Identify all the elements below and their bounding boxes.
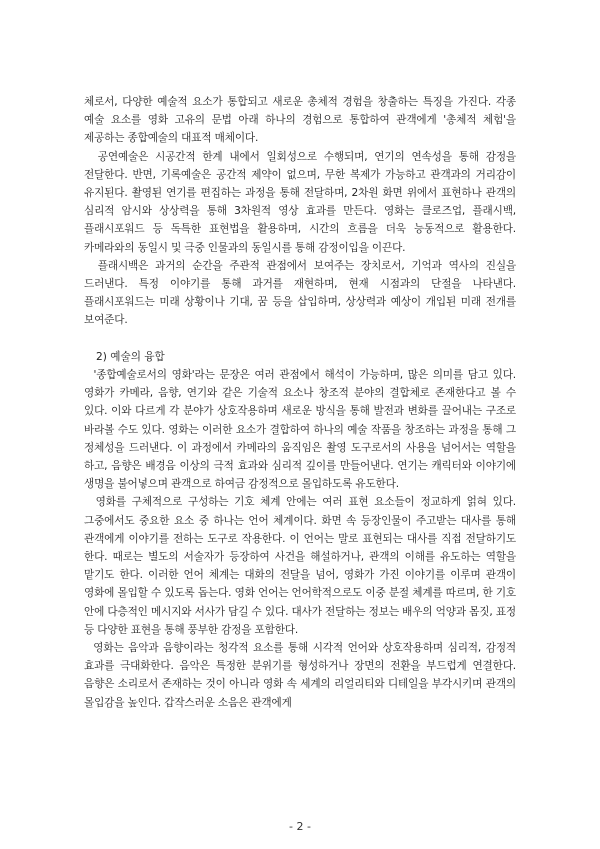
paragraph-synthesis: '종합예술로서의 영화'라는 문장은 여러 관점에서 해석이 가능하며, 많은 의미를 담고 있다. 영화가 카메라, 음향, 연기와 같은 기술적 요소나 창조적 분야의 결합체로 존재한다고 볼 수 있다. 이와 다르게 각 분야가 상호작용하며 새로운 방식을 통해 발전과 변화를 끌어내는 구조로 바라볼 수도 있다. 영화는 이러한 요소가 결합하여 하나의 예술 작품을 창조하는 과정을 통해 그 정체성을 드러낸다. 이 과정에서 카메라의 움직임은 촬영 도구로서의 사용을 넘어서는 역할을 하고, 음향은 배경음 이상의 극적 효과와 심리적 깊이를 만들어낸다. 연기는 캐릭터와 이야기에 생명을 불어넣으며 관객으로 하여금 감정적으로 몰입하도록 유도한다. (84, 369, 516, 491)
section-gap (84, 330, 516, 348)
section-heading: 2) 예술의 융합 (96, 350, 165, 363)
paragraph-flashback: 플래시백은 과거의 순간을 주관적 관점에서 보여주는 장치로서, 기억과 역사의 진실을 드러낸다. 특정 이야기를 통해 과거를 재현하며, 현재 시점과의 단절을 나타낸다. 플래시포워드는 미래 상황이나 기대, 꿈 등을 삽입하며, 상상력과 예상이 개입된 미래 전개를 보여준다. (84, 259, 516, 327)
paragraph-language-system: 영화를 구체적으로 구성하는 기호 체계 안에는 여러 표현 요소들이 정교하게 얽혀 있다. 그중에서도 중요한 요소 중 하나는 언어 체계이다. 화면 속 등장인물이 주고받는 대사를 통해 관객에게 이야기를 전하는 도구로 작용한다. 이 언어는 말로 표현되는 대사를 직접 전달하기도 한다. 때로는 별도의 서술자가 등장하여 사건을 해설하거나, 관객의 이해를 유도하는 역할을 맡기도 한다. 이러한 언어 체계는 대화의 전달을 넘어, 영화가 가진 이야기를 이루며 관객이 영화에 몰입할 수 있도록 돕는다. 영화 언어는 언어학적으로도 이중 분절 체계를 따르며, 한 기호 안에 다층적인 메시지와 서사가 담길 수 있다. 대사가 전달하는 정보는 배우의 억양과 몸짓, 표정 등 다양한 표현을 통해 풍부한 감정을 포함한다. (84, 496, 516, 636)
paragraph-sound: 영화는 음악과 음향이라는 청각적 요소를 통해 시각적 언어와 상호작용하며 심리적, 감정적 효과를 극대화한다. 음악은 특정한 분위기를 형성하거나 장면의 전환을 부드럽게 연결한다. 음향은 소리로서 존재하는 것이 아니라 영화 속 세계의 리얼리티와 디테일을 부각시키며 관객의 몰입감을 높인다. 갑작스러운 소음은 관객에게 (84, 642, 516, 709)
paragraph-performance-vs-recorded: 공연예술은 시공간적 한계 내에서 일회성으로 수행되며, 연기의 연속성을 통해 감정을 전달한다. 반면, 기록예술은 공간적 제약이 없으며, 무한 복제가 가능하고 관객과의 거리감이 유지된다. 촬영된 연기를 편집하는 과정을 통해 전달하며, 2차원 화면 위에서 표현하나 관객의 심리적 암시와 상상력을 통해 3차원적 영상 효과를 만든다. 영화는 클로즈업, 플래시백, 플래시포워드 등 독특한 표현법을 활용하며, 시간의 흐름을 더욱 능동적으로 활용한다. 카메라와의 동일시 및 극중 인물과의 동일시를 통해 감정이입을 이끈다. (84, 150, 516, 254)
paragraph-intro: 체로서, 다양한 예술적 요소가 통합되고 새로운 총체적 경험을 창출하는 특징을 가진다. 각종 예술 요소를 영화 고유의 문법 아래 하나의 경험으로 통합하여 관객에게 '총체적 체험'을 제공하는 종합예술의 대표적 매체이다. (84, 96, 516, 145)
page-number: - 2 - (289, 820, 311, 833)
body-text (84, 93, 516, 712)
